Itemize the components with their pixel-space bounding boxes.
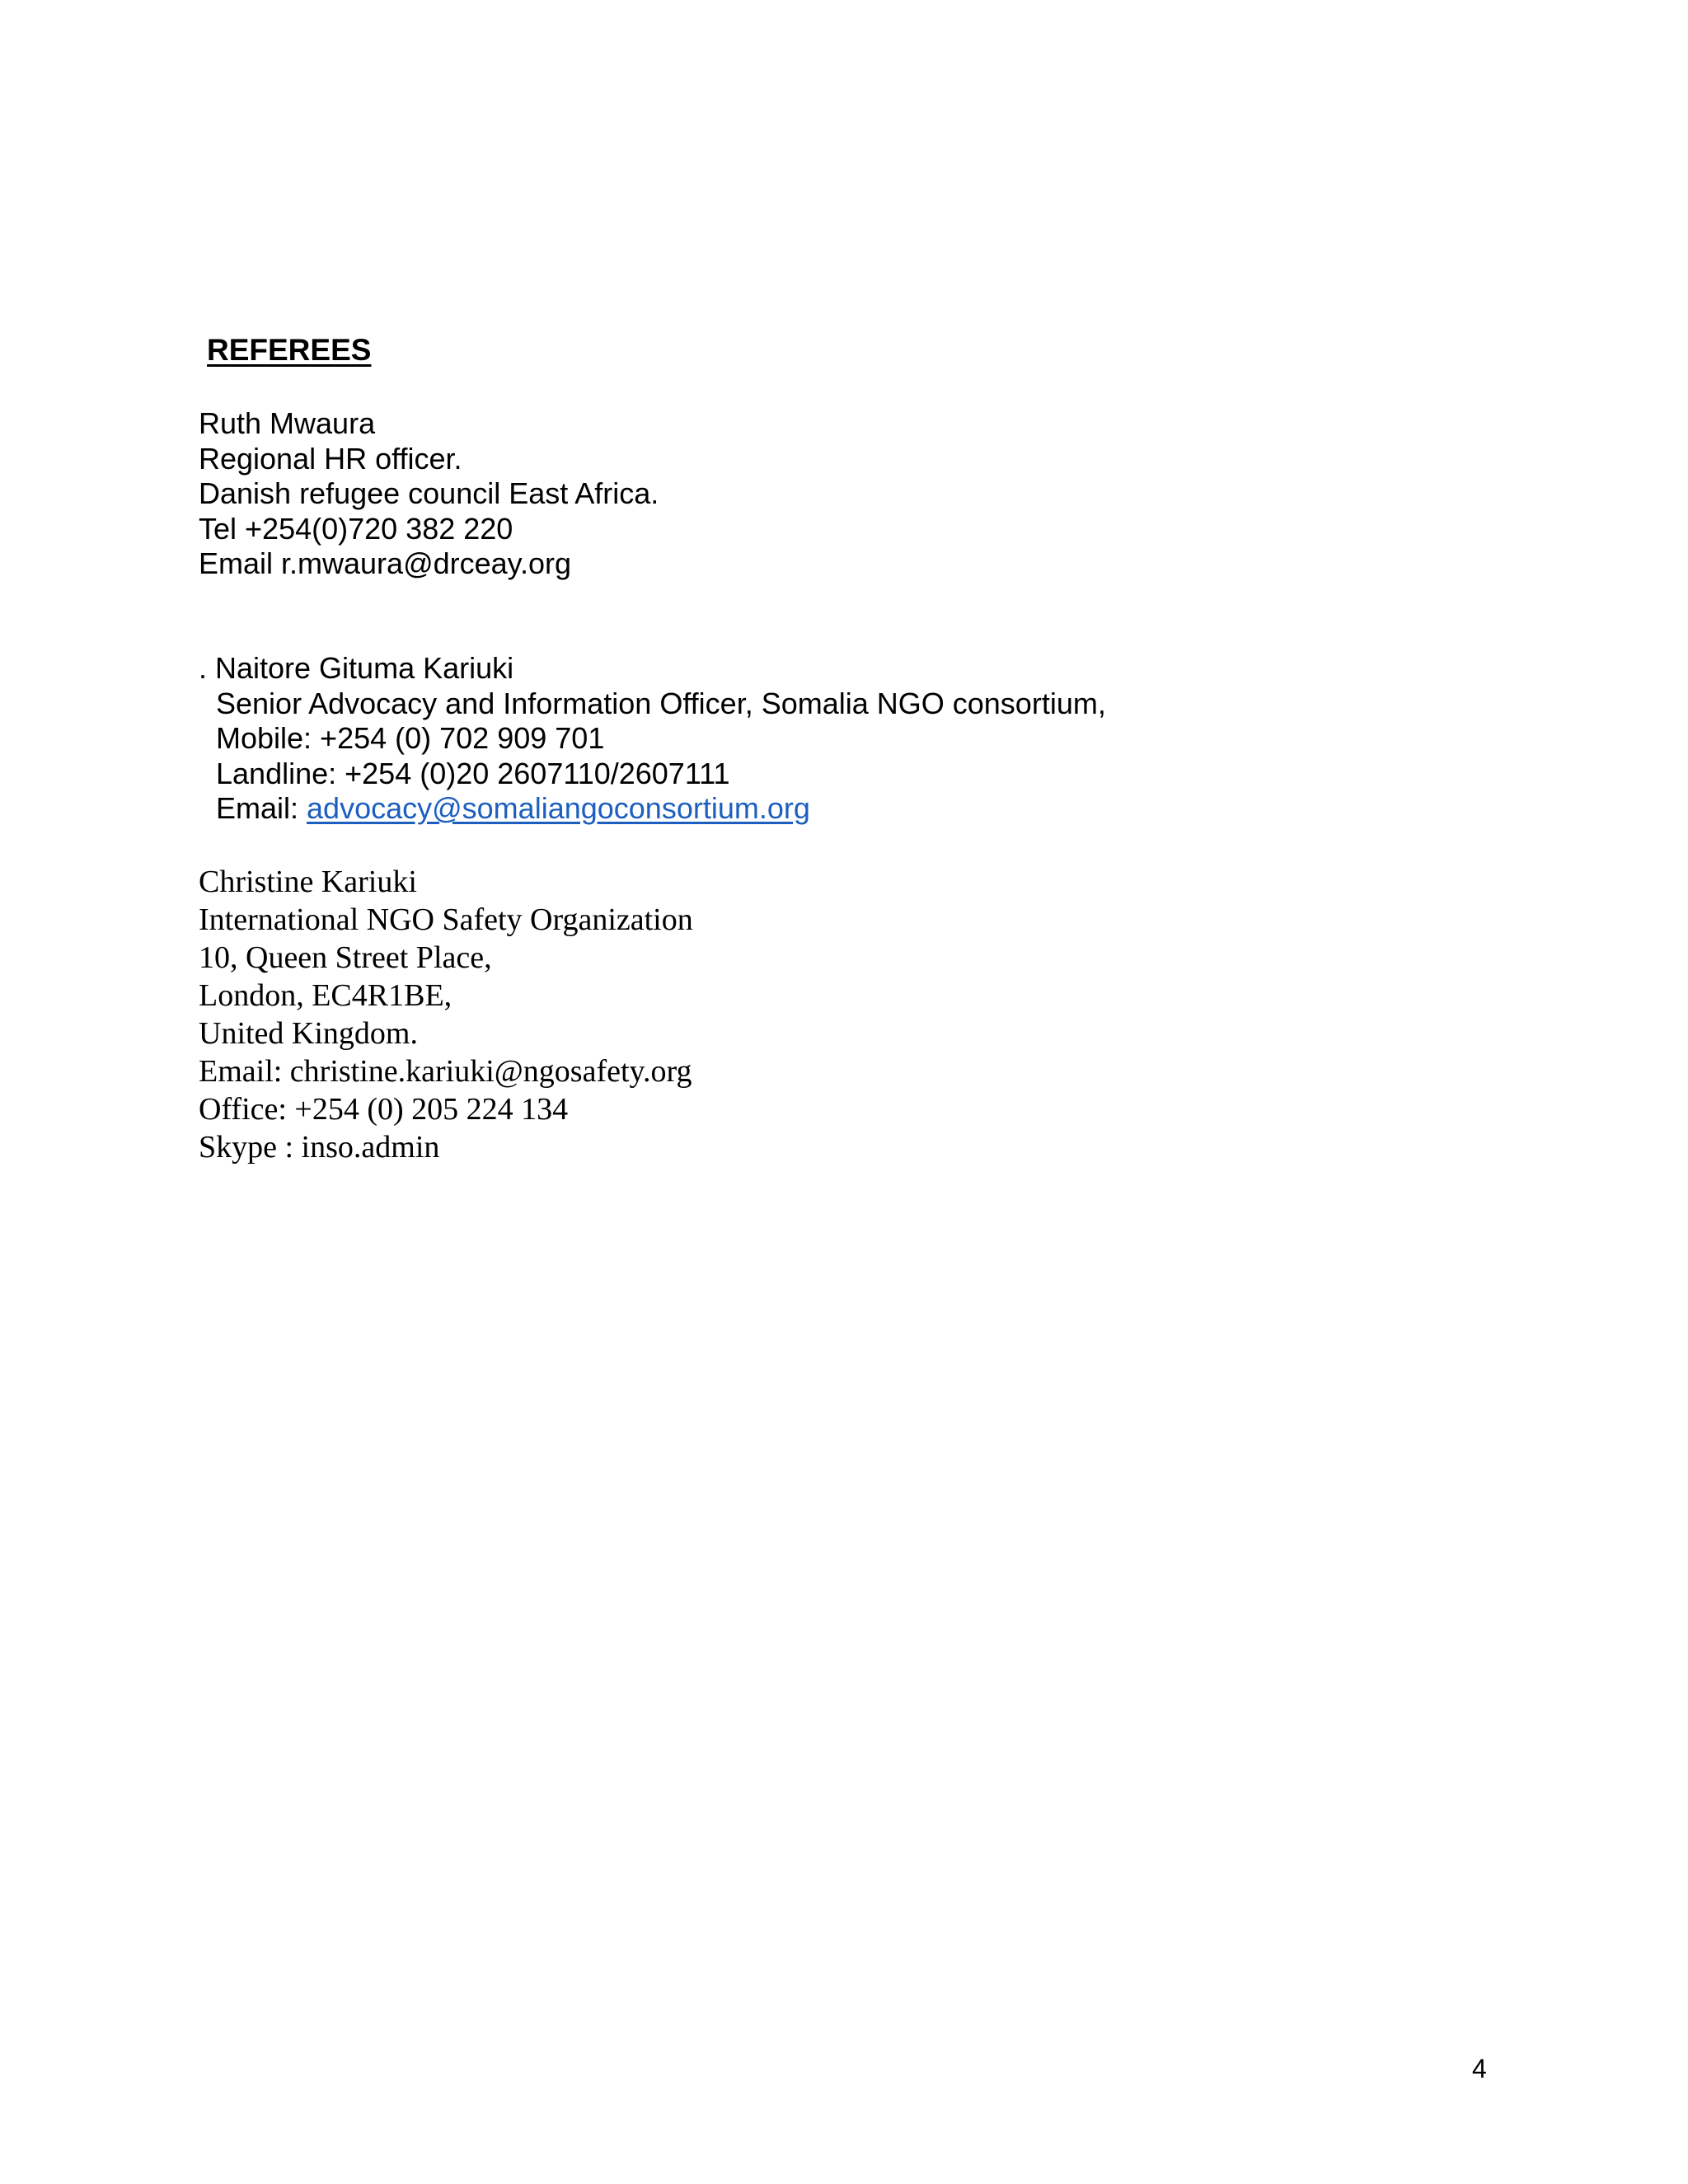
- referee-1-tel: Tel +254(0)720 382 220: [199, 511, 513, 546]
- page-number: 4: [1472, 2054, 1487, 2083]
- referee-3-office: Office: +254 (0) 205 224 134: [199, 1092, 569, 1127]
- referee-3-address-line-1: 10, Queen Street Place,: [199, 940, 492, 975]
- referee-3-address-line-2: London, EC4R1BE,: [199, 978, 452, 1013]
- referee-1-organization: Danish refugee council East Africa.: [199, 476, 659, 510]
- referee-2-email-line: [199, 791, 1106, 827]
- section-heading-referees: REFEREES: [207, 333, 372, 367]
- referee-3: [199, 863, 693, 1166]
- referee-3-name: Christine Kariuki: [199, 865, 417, 899]
- referee-1-title: Regional HR officer.: [199, 441, 462, 476]
- referee-1: [199, 406, 659, 582]
- referee-2-mobile: Mobile: +254 (0) 702 909 701: [216, 721, 605, 755]
- referee-3-skype: Skype : inso.admin: [199, 1130, 440, 1165]
- referee-2-email-link[interactable]: advocacy@somaliangoconsortium.org: [307, 791, 810, 825]
- referee-2-title: Senior Advocacy and Information Officer, Somalia NGO consortium,: [216, 686, 1106, 720]
- referee-2: [199, 651, 1106, 827]
- referee-3-email: Email: christine.kariuki@ngosafety.org: [199, 1054, 692, 1089]
- referee-2-email-label: Email:: [216, 791, 307, 825]
- referee-1-email: Email r.mwaura@drceay.org: [199, 546, 572, 580]
- referee-1-name: Ruth Mwaura: [199, 406, 376, 440]
- referee-2-name: . Naitore Gituma Kariuki: [199, 651, 514, 685]
- referee-3-country: United Kingdom.: [199, 1016, 418, 1051]
- referee-3-organization: International NGO Safety Organization: [199, 902, 693, 937]
- referee-2-landline: Landline: +254 (0)20 2607110/2607111: [216, 756, 730, 790]
